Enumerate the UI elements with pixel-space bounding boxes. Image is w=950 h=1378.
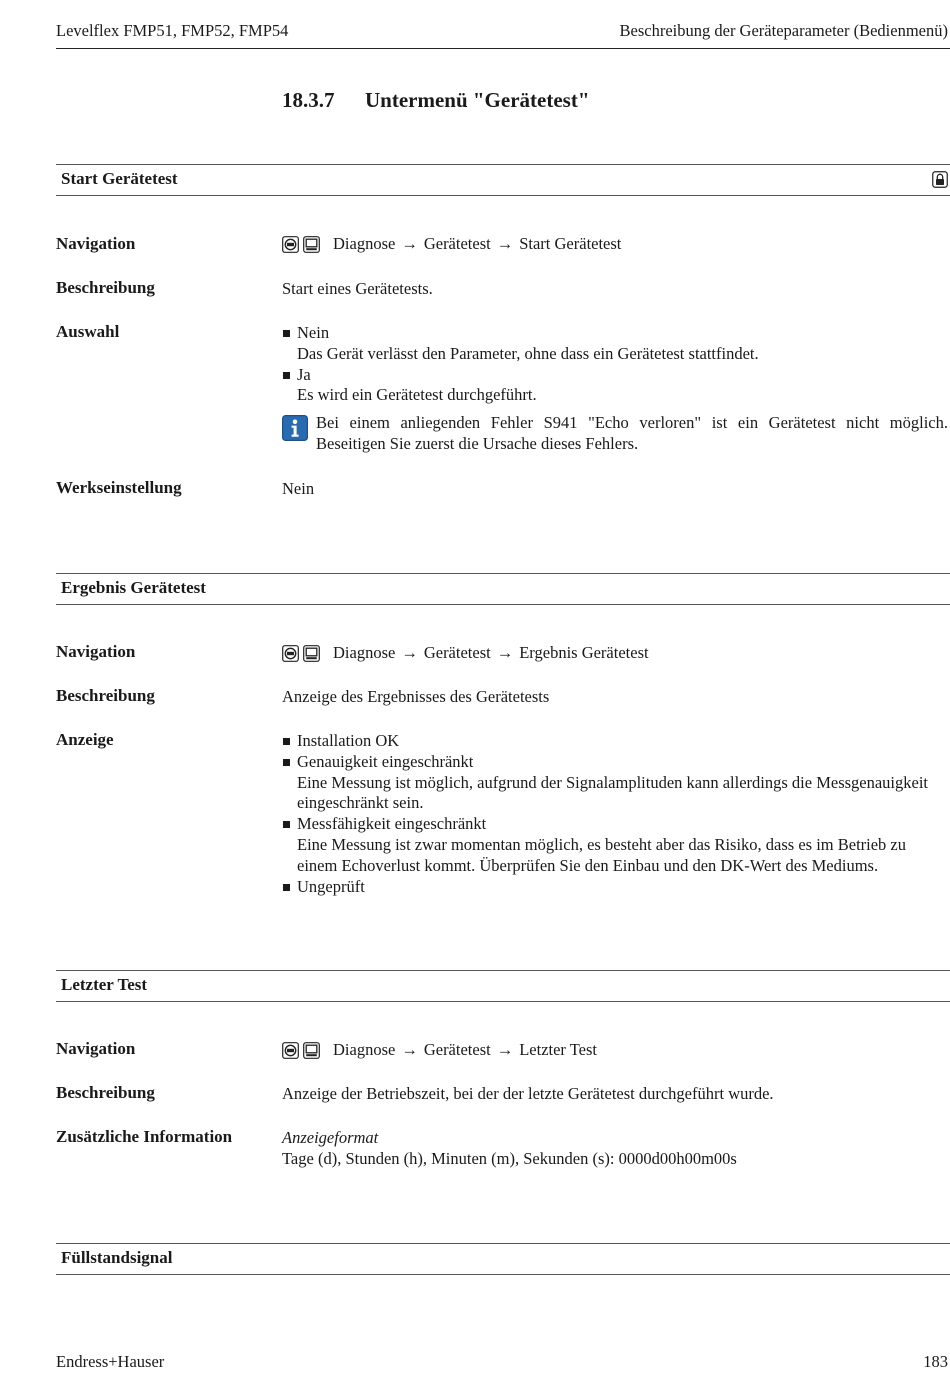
label-anzeige: Anzeige [56,730,114,749]
param-bar-start-geraetetest [56,164,950,196]
nav-step: Start Gerätetest [519,234,622,253]
label-navigation: Navigation [56,234,136,253]
param-bar-letzter-test [56,970,950,1002]
option-name: Messfähigkeit eingeschränkt [297,814,487,834]
param-bar-fuellstandsignal [56,1243,950,1275]
option-name: Ja [297,364,311,384]
header-left: Levelflex FMP51, FMP52, FMP54 [56,21,289,40]
nav-step: Gerätetest [423,643,491,662]
werkseinstellung-value: Nein [282,479,315,498]
nav-path [282,1040,948,1061]
param-title: Füllstandsignal [61,1248,173,1267]
option-desc: Es wird ein Gerätetest durchgeführt. [297,385,537,405]
beschreibung-text: Anzeige der Betriebszeit, bei der der letzte Gerätetest durchgeführt wurde. [282,1084,774,1103]
arrow-icon: → [401,1040,418,1059]
nav-step: Gerätetest [423,1040,491,1059]
zusatz-heading: Anzeigeformat [282,1128,379,1147]
beschreibung-text: Anzeige des Ergebnisses des Gerätetests [282,687,550,706]
screen-icon [303,645,320,662]
display-module-icon [282,645,299,662]
auswahl-block [282,323,948,455]
beschreibung-text: Start eines Gerätetests. [282,279,433,298]
option-name: Genauigkeit eingeschränkt [297,751,474,771]
label-beschreibung: Beschreibung [56,686,155,705]
list-item [282,323,948,365]
info-note [282,413,948,455]
display-module-icon [282,236,299,253]
nav-step: Diagnose [333,234,396,253]
arrow-icon: → [496,1040,514,1059]
chapter-number: 18.3.7 [282,88,335,112]
nav-step: Letzter Test [519,1040,598,1059]
label-beschreibung: Beschreibung [56,278,155,297]
option-name: Installation OK [297,731,400,750]
option-desc: Das Gerät verlässt den Parameter, ohne dass ein Gerätetest stattfindet. [297,343,759,363]
param-bar-ergebnis-geraetetest [56,573,950,605]
note-text: Bei einem anliegenden Fehler S941 "Echo verloren" ist ein Gerätetest nicht möglich. Beseitigen Sie zuerst die Ursache dieses Fehlers. [316,413,948,453]
footer-brand: Endress+Hauser [56,1352,165,1371]
label-navigation: Navigation [56,1039,136,1058]
option-desc: Eine Messung ist möglich, aufgrund der Signalamplituden kann allerdings die Messgenauigkeit eingeschränkt sein. [297,772,929,813]
param-title: Start Gerätetest [61,169,178,188]
label-auswahl: Auswahl [56,322,120,341]
nav-step: Gerätetest [423,234,491,253]
chapter-title: Untermenü "Gerätetest" [365,88,590,112]
arrow-icon: → [496,234,514,253]
list-item [282,752,948,814]
header-right: Beschreibung der Geräteparameter (Bedienmenü) [619,21,948,40]
option-list [282,323,948,406]
label-navigation: Navigation [56,642,136,661]
option-name: Ungeprüft [297,876,365,896]
info-icon [282,415,308,441]
nav-step: Diagnose [333,643,396,662]
list-item [282,365,948,407]
zusatz-text: Tage (d), Stunden (h), Minuten (m), Sekunden (s): 0000d00h00m00s [282,1148,737,1168]
page-number: 183 [923,1352,948,1371]
list-item [282,877,948,898]
nav-path [282,234,948,255]
nav-path [282,643,948,664]
screen-icon [303,236,320,253]
arrow-icon: → [401,234,418,253]
label-werkseinstellung: Werkseinstellung [56,478,182,497]
chapter-heading [282,88,590,113]
lock-icon [932,171,948,188]
option-list [282,731,948,897]
anzeige-block [282,731,948,897]
arrow-icon: → [401,643,418,662]
option-desc: Eine Messung ist zwar momentan möglich, es besteht aber das Risiko, dass es im Betrieb zu einem Echoverlust kommt. Überprüfen Sie den Einbau und den DK-Wert des Mediums. [297,834,907,875]
list-item [282,731,948,752]
display-module-icon [282,1042,299,1059]
label-zusatz: Zusätzliche Information [56,1127,233,1146]
param-title: Letzter Test [61,975,148,994]
nav-step: Diagnose [333,1040,396,1059]
nav-step: Ergebnis Gerätetest [519,643,649,662]
header-rule [56,48,950,49]
arrow-icon: → [496,643,514,662]
screen-icon [303,1042,320,1059]
param-title: Ergebnis Gerätetest [61,578,206,597]
list-item [282,814,948,876]
option-name: Nein [297,323,330,342]
zusatz-block [282,1128,948,1170]
label-beschreibung: Beschreibung [56,1083,155,1102]
